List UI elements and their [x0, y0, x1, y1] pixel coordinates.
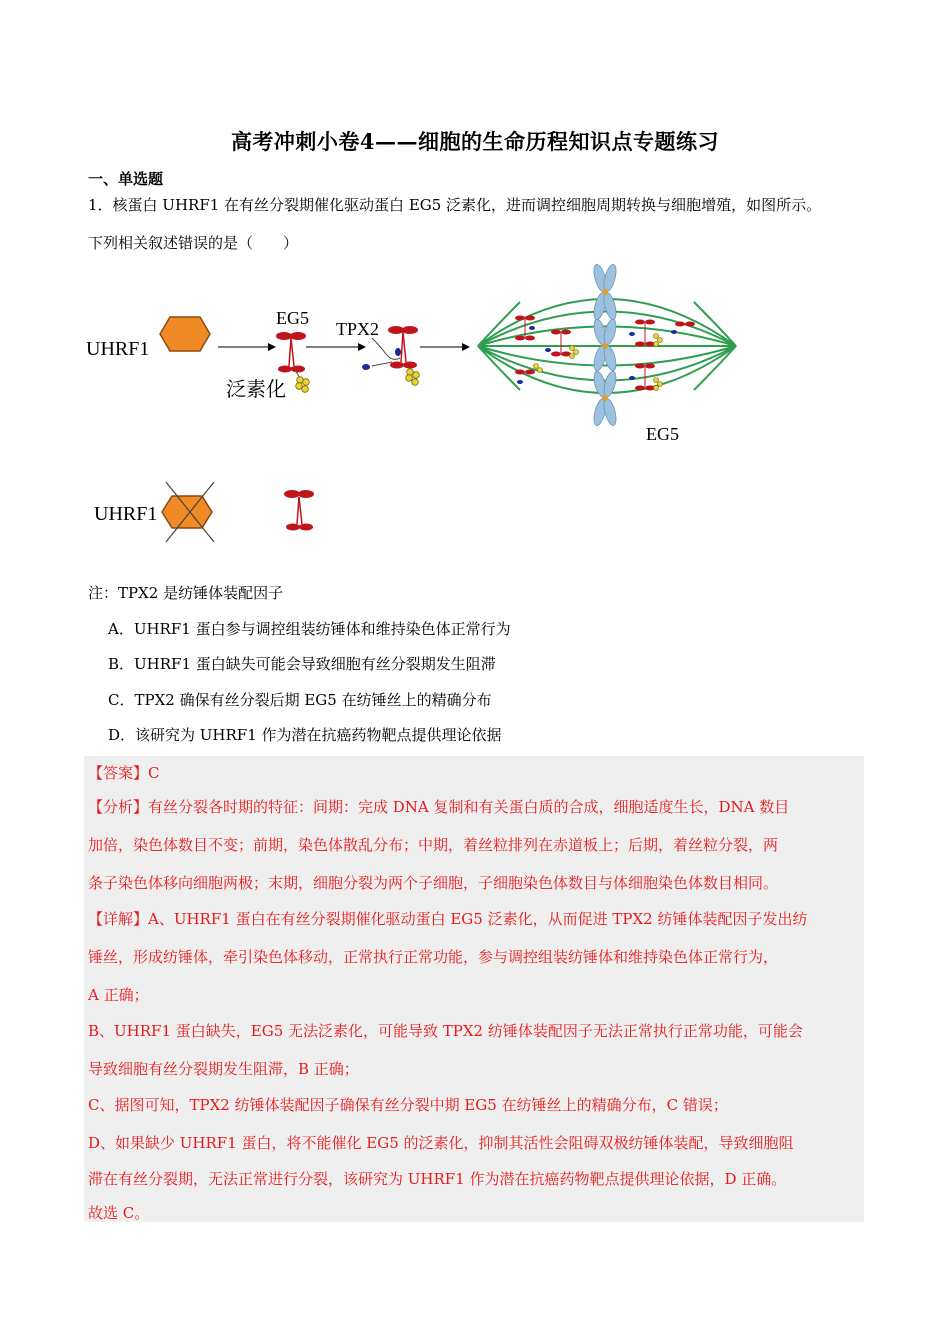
- inactive-eg5-icon: [284, 490, 314, 531]
- page-title: 高考冲刺小卷4——细胞的生命历程知识点专题练习: [230, 129, 720, 154]
- question-figure: [80, 262, 760, 552]
- figure-note: 注：TPX2 是纺锤体装配因子: [88, 584, 284, 602]
- analysis-line: 【分析】有丝分裂各时期的特征：间期：完成 DNA 复制和有关蛋白质的合成，细胞适度生长，DNA 数目: [88, 798, 790, 816]
- detail-line: C、据图可知，TPX2 纺锤体装配因子确保有丝分裂中期 EG5 在纺锤丝上的精确分布，C 错误；: [88, 1096, 728, 1114]
- detail-line: B、UHRF1 蛋白缺失，EG5 无法泛素化，可能导致 TPX2 纺锤体装配因子无法正常执行正常功能，可能会: [88, 1022, 803, 1040]
- uhrf1-label: UHRF1: [86, 338, 150, 360]
- detail-line: 锤丝，形成纺锤体，牵引染色体移动，正常执行正常功能，参与调控组装纺锤体和维持染色体正常行为，: [88, 948, 779, 966]
- conclusion-line: 故选 C。: [88, 1204, 150, 1222]
- section-heading: 一、单选题: [88, 170, 164, 188]
- eg5-label: EG5: [276, 308, 309, 328]
- spindle-eg5-label: EG5: [646, 424, 679, 444]
- arrow-2: [306, 343, 366, 351]
- tpx2-label: TPX2: [336, 319, 380, 339]
- detail-line: D、如果缺少 UHRF1 蛋白，将不能催化 EG5 的泛素化，抑制其活性会阻碍双极纺锤体装配，导致细胞阻: [88, 1134, 794, 1152]
- ubiquitination-label: 泛素化: [226, 379, 286, 401]
- uhrf1-missing-hexagon: [162, 496, 212, 528]
- option-c: C．TPX2 确保有丝分裂后期 EG5 在纺锤丝上的精确分布: [108, 691, 492, 709]
- eg5-protein-icon: [276, 332, 306, 373]
- arrow-3: [420, 343, 470, 351]
- question-stem-line-1: 1．核蛋白 UHRF1 在有丝分裂期催化驱动蛋白 EG5 泛素化，进而调控细胞周期转换与细胞增殖，如图所示。: [88, 196, 822, 214]
- analysis-line: 条子染色体移向细胞两极；末期，细胞分裂为两个子细胞，子细胞染色体数目与体细胞染色体数目相同。: [88, 874, 779, 892]
- question-stem-line-2: 下列相关叙述错误的是（ ）: [88, 234, 299, 252]
- option-d: D．该研究为 UHRF1 作为潜在抗癌药物靶点提供理论依据: [108, 726, 502, 744]
- answer-explanation-box: [84, 756, 864, 1222]
- option-a: A．UHRF1 蛋白参与调控组装纺锤体和维持染色体正常行为: [108, 620, 511, 638]
- ubiquitin-chain-icon: [295, 370, 309, 392]
- detail-line: A 正确；: [88, 986, 149, 1004]
- analysis-line: 加倍，染色体数目不变；前期，染色体散乱分布；中期，着丝粒排列在赤道板上；后期，着丝粒分裂，两: [88, 836, 779, 854]
- uhrf1-hexagon: [160, 317, 210, 351]
- answer-line: 【答案】C: [88, 764, 160, 782]
- detail-line: 导致细胞有丝分裂期发生阻滞，B 正确；: [88, 1060, 359, 1078]
- option-b: B．UHRF1 蛋白缺失可能会导致细胞有丝分裂期发生阻滞: [108, 655, 496, 673]
- detail-line: 滞在有丝分裂期，无法正常进行分裂，该研究为 UHRF1 作为潜在抗癌药物靶点提供理论依据，D 正确。: [88, 1170, 787, 1188]
- uhrf1-missing-label: UHRF1: [94, 503, 158, 525]
- arrow-1: [218, 343, 276, 351]
- detail-line: 【详解】A、UHRF1 蛋白在有丝分裂期催化驱动蛋白 EG5 泛素化，从而促进 TPX2 纺锤体装配因子发出纺: [88, 910, 808, 928]
